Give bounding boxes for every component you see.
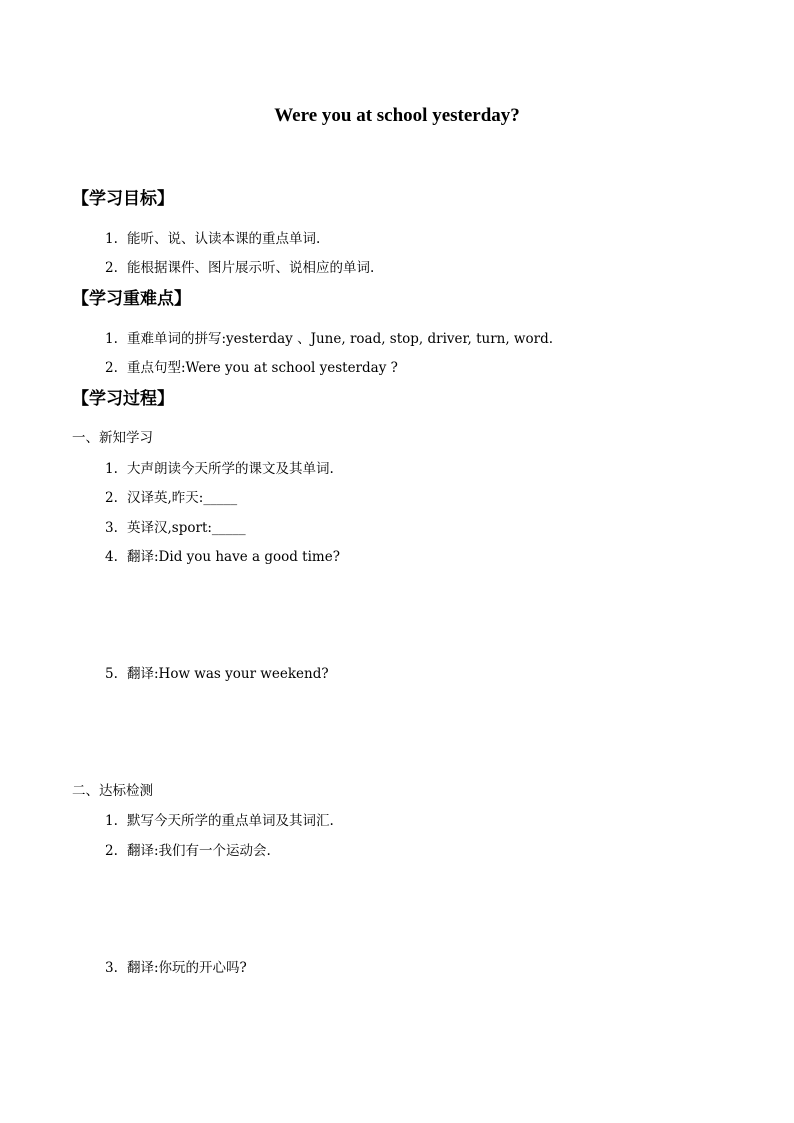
item-text: 翻译:我们有一个运动会. <box>127 843 271 859</box>
item-number: 1. <box>105 461 118 477</box>
list-item <box>105 333 553 347</box>
section-heading-learning-process: 【学习过程】 <box>72 389 174 409</box>
item-number: 4. <box>105 549 118 565</box>
list-item <box>105 962 247 976</box>
item-text: 翻译:Did you have a good time? <box>127 549 340 565</box>
subsection-title-assessment: 二、达标检测 <box>72 783 153 799</box>
item-text: 大声朗读今天所学的课文及其单词. <box>127 461 334 477</box>
item-text: 英译汉,sport:_____ <box>127 520 246 536</box>
page-title: Were you at school yesterday? <box>274 105 520 126</box>
item-text: 能听、说、认读本课的重点单词. <box>127 231 321 247</box>
item-number: 2. <box>105 490 118 506</box>
item-text: 重难单词的拼写:yesterday 、June, road, stop, driver, turn, word. <box>127 331 554 347</box>
item-number: 2. <box>105 360 118 376</box>
subsection-title-new-knowledge: 一、新知学习 <box>72 430 153 446</box>
list-item <box>105 233 320 247</box>
item-number: 1. <box>105 331 118 347</box>
list-item <box>105 815 334 829</box>
item-text: 重点句型:Were you at school yesterday ? <box>127 360 398 376</box>
item-text: 翻译:你玩的开心吗? <box>127 960 247 976</box>
list-item <box>105 668 329 682</box>
list-item <box>105 551 340 565</box>
item-text: 翻译:How was your weekend? <box>127 666 329 682</box>
list-item <box>105 522 246 536</box>
item-text: 默写今天所学的重点单词及其词汇. <box>127 813 334 829</box>
list-item <box>105 262 374 276</box>
item-number: 1. <box>105 231 118 247</box>
item-text: 汉译英,昨天:_____ <box>127 490 238 506</box>
section-heading-key-points: 【学习重难点】 <box>72 289 191 309</box>
item-number: 3. <box>105 960 118 976</box>
item-text: 能根据课件、图片展示听、说相应的单词. <box>127 260 375 276</box>
item-number: 3. <box>105 520 118 536</box>
list-item <box>105 463 334 477</box>
list-item <box>105 492 237 506</box>
list-item <box>105 845 271 859</box>
list-item <box>105 362 398 376</box>
item-number: 5. <box>105 666 118 682</box>
section-heading-learning-goals: 【学习目标】 <box>72 189 174 209</box>
item-number: 2. <box>105 843 118 859</box>
item-number: 1. <box>105 813 118 829</box>
item-number: 2. <box>105 260 118 276</box>
